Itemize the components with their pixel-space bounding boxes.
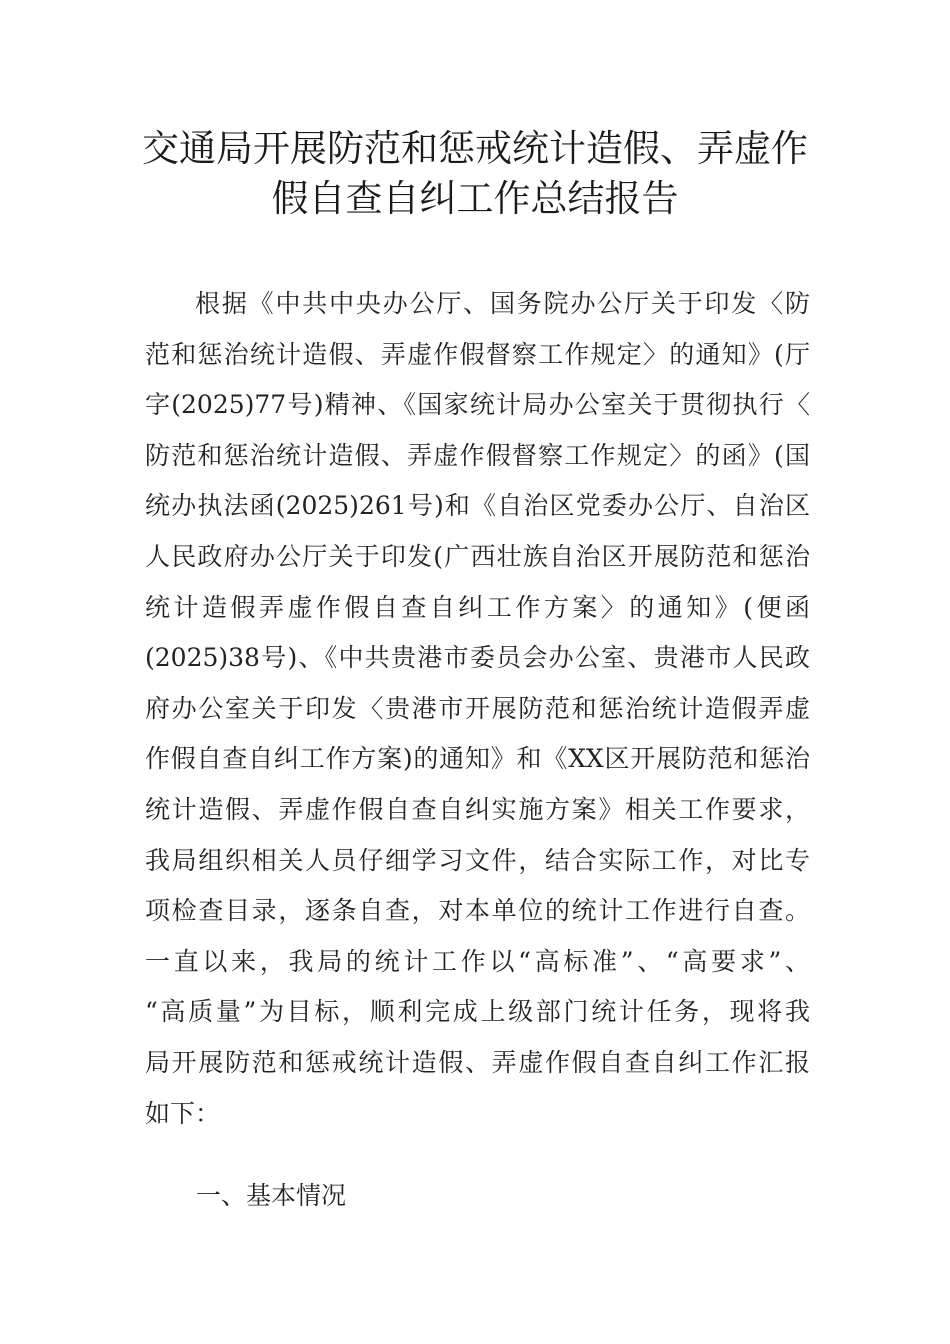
body-line: 人民政府办公厅关于印发(广西壮族自治区开展防范和惩治	[145, 541, 810, 571]
document-title	[100, 124, 850, 224]
body-line: 如下：	[145, 1098, 221, 1128]
body-paragraph	[145, 279, 810, 1139]
body-line: (2025)38号)、《中共贵港市委员会办公室、贵港市人民政	[145, 643, 810, 673]
body-line: 范和惩治统计造假、弄虚作假督察工作规定〉的通知》(厅	[145, 339, 810, 369]
body-line: 一直以来，我局的统计工作以“高标准”、“高要求”、	[145, 946, 810, 976]
section-heading: 一、基本情况	[196, 1181, 347, 1210]
body-line: 字(2025)77号)精神、《国家统计局办公室关于贯彻执行〈	[145, 390, 810, 420]
body-line: 我局组织相关人员仔细学习文件，结合实际工作，对比专	[145, 845, 810, 875]
body-line: “高质量”为目标，顺利完成上级部门统计任务，现将我	[145, 997, 810, 1027]
body-line: 统计造假弄虚作假自查自纠工作方案〉的通知》(便函	[145, 592, 810, 622]
title-line: 交通局开展防范和惩戒统计造假、弄虚作	[142, 127, 808, 170]
body-line: 局开展防范和惩戒统计造假、弄虚作假自查自纠工作汇报	[145, 1047, 810, 1077]
body-line: 根据《中共中央办公厅、国务院办公厅关于印发〈防	[195, 289, 810, 318]
body-line: 统办执法函(2025)261号)和《自治区党委办公厅、自治区	[145, 491, 810, 521]
body-line: 统计造假、弄虚作假自查自纠实施方案》相关工作要求，	[145, 794, 810, 824]
title-line: 假自查自纠工作总结报告	[271, 177, 679, 220]
body-line: 防范和惩治统计造假、弄虚作假督察工作规定〉的函》(国	[145, 440, 810, 470]
body-line: 府办公室关于印发〈贵港市开展防范和惩治统计造假弄虚	[145, 693, 810, 723]
body-line: 作假自查自纠工作方案)的通知》和《XX区开展防范和惩治	[145, 744, 810, 774]
body-line: 项检查目录，逐条自查，对本单位的统计工作进行自查。	[145, 896, 810, 926]
